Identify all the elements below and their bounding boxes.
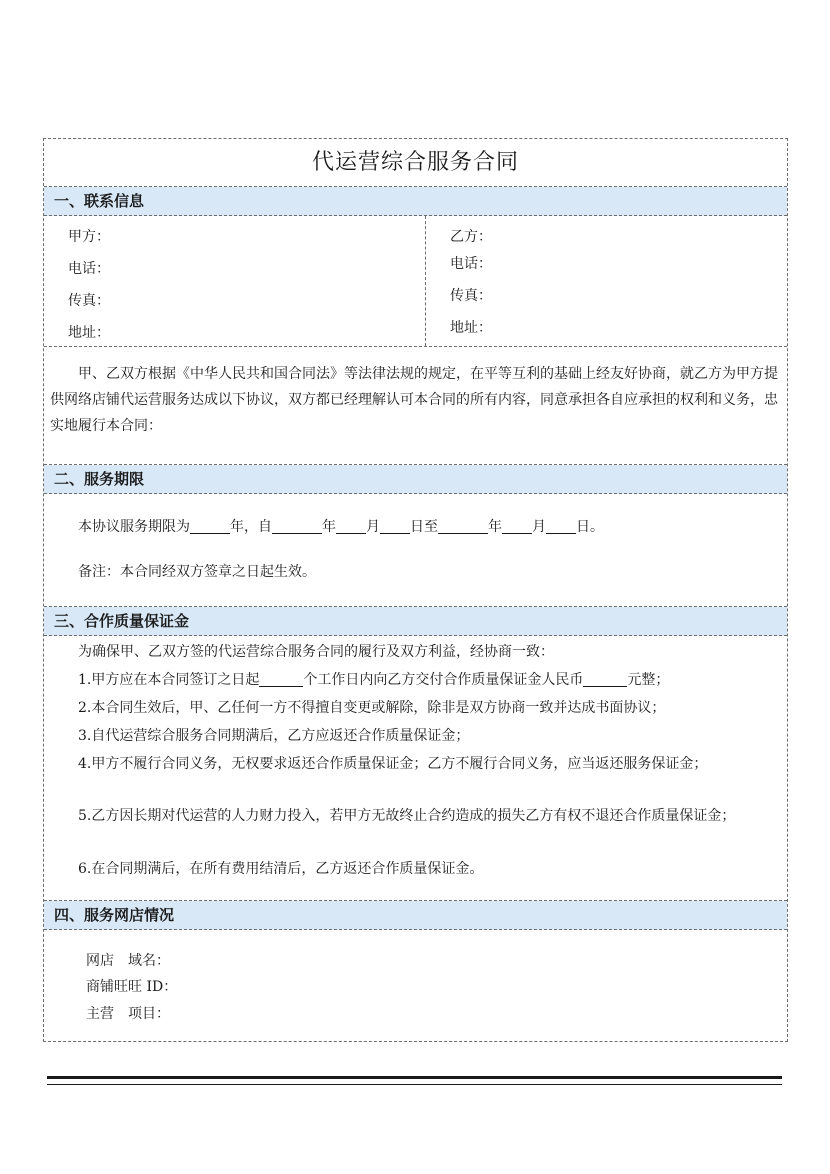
section-heading-shop: 四、服务网店情况: [44, 901, 787, 930]
deposit-item-4: 4.甲方不履行合同义务，无权要求返还合作质量保证金；乙方不履行合同义务，应当返还服务保证金；: [78, 756, 708, 772]
end-year-blank[interactable]: [438, 518, 488, 534]
amount-blank[interactable]: [583, 671, 627, 687]
shop-main-items-field: 主营 项目：: [86, 1006, 170, 1022]
section-heading-term: 二、服务期限: [44, 465, 787, 494]
intro-text: 甲、乙双方根据《中华人民共和国合同法》等法律法规的规定，在平等互利的基础上经友好协商，就乙方为甲方提供网络店铺代运营服务达成以下协议，双方都已经理解认可本合同的所有内容，同意承担各自应承担的权利和义务，忠实地履行本合同：: [50, 366, 778, 434]
shop-wangwang-id-field: 商铺旺旺 ID：: [86, 979, 178, 995]
party-b-name-field: 乙方：: [450, 229, 492, 245]
deposit-lead: 为确保甲、乙双方签的代运营综合服务合同的履行及双方利益，经协商一致：: [78, 644, 554, 660]
deposit-item-6: 6.在合同期满后，在所有费用结清后，乙方返还合作质量保证金。: [78, 861, 484, 877]
footer-rule: [47, 1076, 782, 1085]
party-a-phone-field: 电话：: [68, 261, 110, 277]
years-blank[interactable]: [190, 518, 230, 534]
start-month-blank[interactable]: [336, 518, 366, 534]
deposit-item-5: 5.乙方因长期对代运营的人力财力投入，若甲方无故终止合约造成的损失乙方有权不退还合作质量保证金；: [78, 808, 736, 824]
party-a-name-field: 甲方：: [68, 229, 110, 245]
deposit-item-2: 2.本合同生效后，甲、乙任何一方不得擅自变更或解除，除非是双方协商一致并达成书面协议；: [78, 700, 666, 716]
term-line: 本协议服务期限为 年，自 年 月 日至 年 月 日。: [78, 519, 604, 535]
contact-info: [44, 216, 787, 347]
party-b-fax-field: 传真：: [450, 288, 492, 304]
section-heading-deposit: 三、合作质量保证金: [44, 607, 787, 636]
working-days-blank[interactable]: [259, 671, 303, 687]
deposit-item-1: 1.甲方应在本合同签订之日起 个工作日内向乙方交付合作质量保证金人民币 元整；: [78, 672, 670, 688]
term-note: 备注：本合同经双方签章之日起生效。: [78, 564, 316, 580]
end-day-blank[interactable]: [546, 518, 576, 534]
party-a-address-field: 地址：: [68, 325, 110, 341]
section-heading-contact: 一、联系信息: [44, 187, 787, 216]
start-day-blank[interactable]: [380, 518, 410, 534]
contract-document: [43, 138, 788, 1042]
intro-paragraph: [44, 347, 787, 465]
shop-info: [44, 930, 787, 1041]
shop-domain-field: 网店 域名：: [86, 953, 170, 969]
contract-title: 代运营综合服务合同: [44, 139, 787, 187]
quality-deposit: [44, 636, 787, 901]
end-month-blank[interactable]: [502, 518, 532, 534]
party-b-phone-field: 电话：: [450, 256, 492, 272]
deposit-item-3: 3.自代运营综合服务合同期满后，乙方应返还合作质量保证金；: [78, 728, 470, 744]
column-divider: [425, 216, 426, 346]
party-a-fax-field: 传真：: [68, 293, 110, 309]
start-year-blank[interactable]: [272, 518, 322, 534]
party-b-address-field: 地址：: [450, 320, 492, 336]
service-term: [44, 494, 787, 607]
